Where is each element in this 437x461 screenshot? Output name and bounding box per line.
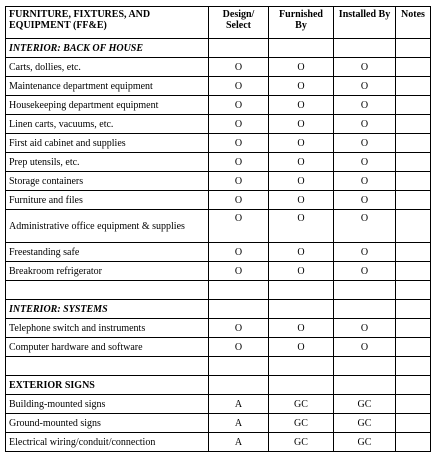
empty-cell [269,376,334,395]
empty-cell [396,300,431,319]
notes-cell [396,58,431,77]
empty-cell [396,39,431,58]
furnished-by-cell: O [269,58,334,77]
item-cell: Ground-mounted signs [6,414,209,433]
notes-cell [396,262,431,281]
design-select-cell: O [209,243,269,262]
design-select-cell: O [209,210,269,243]
empty-cell [269,39,334,58]
table-row [6,414,431,433]
table-row [6,433,431,452]
notes-cell [396,77,431,96]
design-select-cell: O [209,96,269,115]
furnished-by-cell: O [269,96,334,115]
table-row [6,77,431,96]
empty-cell [6,357,209,376]
installed-by-cell: GC [334,395,396,414]
furnished-by-cell: O [269,172,334,191]
notes-cell [396,96,431,115]
table-row [6,134,431,153]
table-row [6,153,431,172]
empty-cell [6,281,209,300]
furnished-by-cell: O [269,134,334,153]
furnished-by-cell: O [269,191,334,210]
furnished-by-cell: O [269,319,334,338]
furnished-by-cell: GC [269,414,334,433]
installed-by-cell: O [334,77,396,96]
design-select-cell: A [209,433,269,452]
furnished-by-cell: O [269,210,334,243]
item-cell: Housekeeping department equipment [6,96,209,115]
furnished-by-cell: O [269,243,334,262]
notes-cell [396,243,431,262]
table-row [6,191,431,210]
item-cell: Furniture and files [6,191,209,210]
empty-cell [334,39,396,58]
furnished-by-cell: O [269,77,334,96]
ffe-responsibility-table-wrapper [5,6,430,452]
item-cell: Linen carts, vacuums, etc. [6,115,209,134]
empty-cell [209,376,269,395]
installed-by-cell: O [334,191,396,210]
design-select-cell: O [209,115,269,134]
installed-by-cell: O [334,338,396,357]
furnished-by-cell: O [269,115,334,134]
item-cell: Administrative office equipment & supplies [6,210,209,243]
blank-row [6,281,431,300]
table-row [6,395,431,414]
notes-cell [396,210,431,243]
notes-cell [396,319,431,338]
empty-cell [334,357,396,376]
blank-row [6,357,431,376]
notes-cell [396,172,431,191]
design-select-cell: O [209,319,269,338]
table-row [6,115,431,134]
empty-cell [334,281,396,300]
item-cell: Carts, dollies, etc. [6,58,209,77]
item-cell: Telephone switch and instruments [6,319,209,338]
table-row [6,262,431,281]
notes-cell [396,191,431,210]
installed-by-cell: O [334,134,396,153]
empty-cell [209,357,269,376]
empty-cell [334,376,396,395]
notes-cell [396,433,431,452]
empty-cell [209,39,269,58]
empty-cell [396,376,431,395]
installed-by-cell: O [334,210,396,243]
notes-cell [396,115,431,134]
installed-by-cell: O [334,319,396,338]
column-header-design-select: Design/ Select [209,7,269,39]
design-select-cell: O [209,58,269,77]
table-row [6,210,431,243]
installed-by-cell: O [334,262,396,281]
design-select-cell: O [209,191,269,210]
empty-cell [269,300,334,319]
section-header-row [6,300,431,319]
design-select-cell: O [209,262,269,281]
column-header-installed-by: Installed By [334,7,396,39]
section-title: INTERIOR: SYSTEMS [6,300,209,319]
notes-cell [396,338,431,357]
table-row [6,319,431,338]
installed-by-cell: O [334,172,396,191]
section-title: EXTERIOR SIGNS [6,376,209,395]
item-cell: Maintenance department equipment [6,77,209,96]
item-cell: Prep utensils, etc. [6,153,209,172]
empty-cell [396,281,431,300]
item-cell: Storage containers [6,172,209,191]
section-header-row [6,376,431,395]
item-cell: Building-mounted signs [6,395,209,414]
table-row [6,96,431,115]
design-select-cell: O [209,172,269,191]
item-cell: Computer hardware and software [6,338,209,357]
installed-by-cell: O [334,115,396,134]
furnished-by-cell: O [269,153,334,172]
installed-by-cell: GC [334,433,396,452]
table-row [6,243,431,262]
section-title: INTERIOR: BACK OF HOUSE [6,39,209,58]
installed-by-cell: O [334,153,396,172]
notes-cell [396,134,431,153]
notes-cell [396,153,431,172]
empty-cell [396,357,431,376]
empty-cell [209,300,269,319]
design-select-cell: O [209,134,269,153]
installed-by-cell: O [334,58,396,77]
installed-by-cell: O [334,243,396,262]
column-header-notes: Notes [396,7,431,39]
furnished-by-cell: O [269,338,334,357]
design-select-cell: O [209,77,269,96]
header-row [6,7,431,39]
notes-cell [396,414,431,433]
empty-cell [269,357,334,376]
furnished-by-cell: GC [269,395,334,414]
item-cell: Breakroom refrigerator [6,262,209,281]
column-header-furnished-by: Furnished By [269,7,334,39]
empty-cell [209,281,269,300]
design-select-cell: A [209,395,269,414]
notes-cell [396,395,431,414]
design-select-cell: O [209,153,269,172]
ffe-responsibility-table [5,6,431,452]
table-row [6,338,431,357]
table-row [6,58,431,77]
design-select-cell: A [209,414,269,433]
furnished-by-cell: GC [269,433,334,452]
empty-cell [269,281,334,300]
item-cell: Electrical wiring/conduit/connection [6,433,209,452]
empty-cell [334,300,396,319]
item-cell: First aid cabinet and supplies [6,134,209,153]
column-header-item: FURNITURE, FIXTURES, AND EQUIPMENT (FF&E) [6,7,209,39]
installed-by-cell: O [334,96,396,115]
furnished-by-cell: O [269,262,334,281]
section-header-row [6,39,431,58]
installed-by-cell: GC [334,414,396,433]
table-row [6,172,431,191]
item-cell: Freestanding safe [6,243,209,262]
design-select-cell: O [209,338,269,357]
